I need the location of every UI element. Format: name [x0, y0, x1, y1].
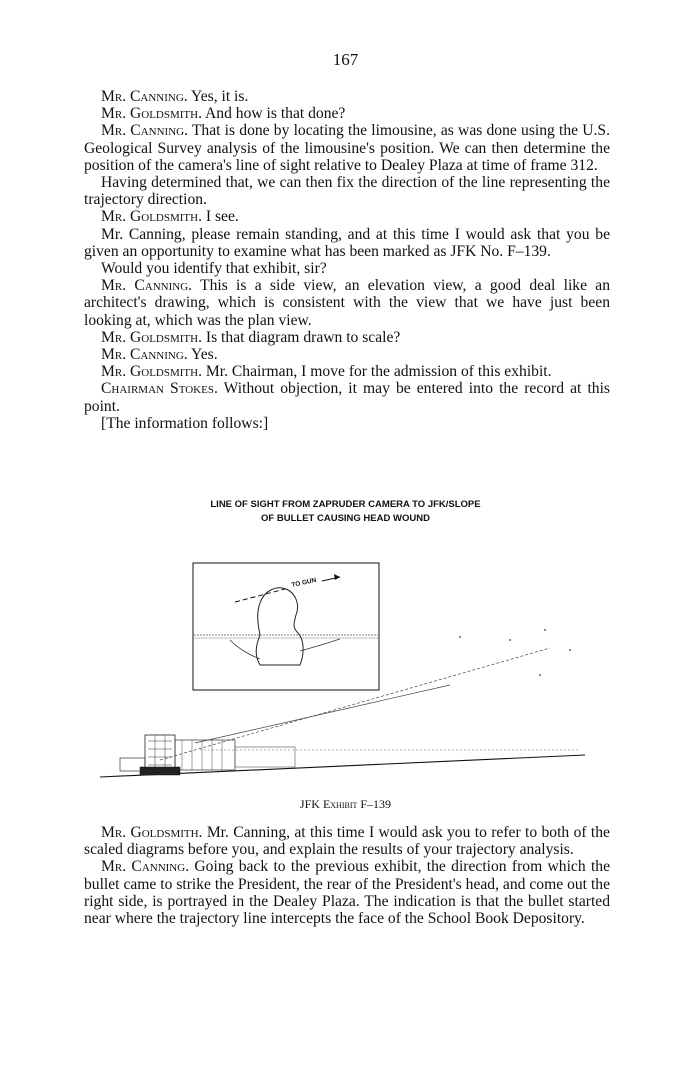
speaker-name: Mr. Canning. [101, 88, 188, 105]
trajectory-lines [160, 629, 580, 760]
top-text-block [84, 88, 610, 432]
paragraph-text: This is a side view, an elevation view, a good deal like an architect's drawing, which is consistent with the view that we have just been looking at, which was the plan view. [84, 277, 610, 329]
figure-title-line: OF BULLET CAUSING HEAD WOUND [261, 513, 430, 524]
paragraph [84, 363, 610, 380]
paragraph-text: Going back to the previous exhibit, the direction from which the bullet came to strike the President, the rear of the President's head, and come out the right side, is portrayed in the Dealey Plaza. The indication is that the bullet started near where the trajectory line intercepts the face of the School Book Depository. [84, 858, 611, 928]
figure-caption [0, 797, 691, 812]
caption-prefix: JFK [299, 797, 323, 811]
speaker-name: Mr. Goldsmith. [101, 363, 202, 381]
paragraph-text: [The information follows:] [101, 414, 269, 432]
speaker-name: Mr. Canning. [101, 277, 193, 295]
paragraph-text: Is that diagram drawn to scale? [202, 328, 401, 346]
speaker-name: Mr. Goldsmith. [101, 328, 202, 346]
paragraph-text: Having determined that, we can then fix the direction of the line representing the trajectory direction. [84, 174, 610, 209]
paragraph [84, 277, 610, 329]
paragraph [84, 226, 610, 260]
paragraph [84, 329, 610, 346]
paragraph-text: I see. [202, 208, 239, 226]
to-gun-label: TO GUN [290, 576, 318, 589]
plaza-elevation [100, 735, 585, 777]
paragraph-text: Would you identify that exhibit, sir? [101, 260, 327, 278]
caption-suffix: F–139 [357, 797, 392, 811]
speaker-name: Chairman Stokes. [101, 380, 218, 398]
page-number: 167 [332, 50, 359, 69]
speaker-name: Mr. Goldsmith. [101, 105, 202, 123]
paragraph-text: Mr. Canning, at this time I would ask you to refer to both of the scaled diagrams before you, and explain the results of your trajectory analysis. [84, 824, 610, 859]
paragraph-text: Mr. Canning, please remain standing, and at this time I would ask that you be given an opportunity to examine what has been marked as JFK No. F–139. [84, 225, 610, 260]
paragraph [84, 380, 610, 414]
bottom-text-block [84, 824, 610, 927]
paragraph [84, 346, 610, 363]
head-inset-box [193, 563, 379, 690]
paragraph-text: Mr. Chairman, I move for the admission of this exhibit. [202, 363, 552, 381]
speaker-name: Mr. Goldsmith. [101, 824, 203, 841]
paragraph [84, 858, 610, 927]
paragraph [84, 105, 610, 122]
paragraph [84, 174, 610, 208]
figure-title [0, 498, 691, 526]
paragraph-text: Yes, it is. [187, 88, 249, 105]
figure-title-line: LINE OF SIGHT FROM ZAPRUDER CAMERA TO JFK/SLOPE [210, 499, 481, 510]
paragraph [84, 260, 610, 277]
speaker-name: Mr. Canning. [101, 122, 188, 140]
paragraph [84, 88, 610, 105]
paragraph [84, 824, 610, 858]
speaker-name: Mr. Canning. [101, 346, 188, 364]
caption-exhibit: Exhibit [322, 797, 358, 811]
speaker-name: Mr. Goldsmith. [101, 208, 202, 226]
paragraph [84, 208, 610, 225]
speaker-name: Mr. Canning. [101, 858, 190, 876]
paragraph-text: That is done by locating the limousine, as was done using the U.S. Geological Survey analysis of the limousine's position. We can then determine the position of the camera's line of sight relative to Dealey Plaza at time of frame 312. [84, 122, 610, 174]
paragraph-text: Without objection, it may be entered into the record at this point. [84, 380, 611, 415]
paragraph [84, 122, 610, 174]
paragraph-text: And how is that done? [202, 105, 346, 123]
trajectory-diagram [100, 555, 600, 785]
paragraph-text: Yes. [187, 346, 218, 364]
paragraph [84, 415, 610, 432]
